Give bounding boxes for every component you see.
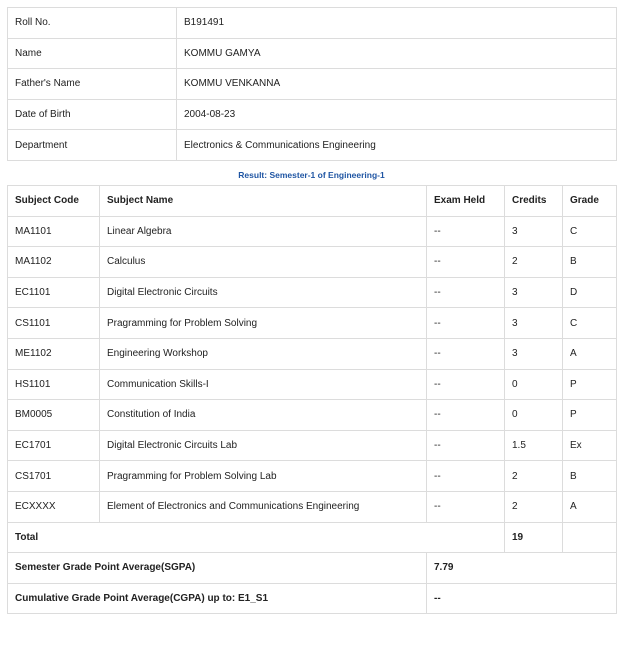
exam-held: -- bbox=[427, 308, 505, 339]
credits: 3 bbox=[505, 308, 563, 339]
subject-code: EC1101 bbox=[8, 277, 100, 308]
result-caption: Result: Semester-1 of Engineering-1 bbox=[238, 170, 385, 180]
credits: 2 bbox=[505, 247, 563, 278]
subject-name: Constitution of India bbox=[100, 400, 427, 431]
subject-code: CS1101 bbox=[8, 308, 100, 339]
info-row-fathers-name bbox=[8, 69, 617, 100]
credits: 2 bbox=[505, 461, 563, 492]
total-label: Total bbox=[8, 522, 505, 553]
subject-code: ME1102 bbox=[8, 338, 100, 369]
info-row-roll-no bbox=[8, 8, 617, 39]
exam-held: -- bbox=[427, 216, 505, 247]
exam-held: -- bbox=[427, 430, 505, 461]
info-value: KOMMU GAMYA bbox=[177, 38, 617, 69]
credits: 2 bbox=[505, 491, 563, 522]
grade: D bbox=[563, 277, 617, 308]
grades-table bbox=[7, 185, 617, 614]
subject-code: BM0005 bbox=[8, 400, 100, 431]
sgpa-value: 7.79 bbox=[427, 553, 617, 584]
header-subject-name: Subject Name bbox=[100, 186, 427, 217]
subject-name: Digital Electronic Circuits Lab bbox=[100, 430, 427, 461]
info-row-department bbox=[8, 130, 617, 161]
subject-code: MA1101 bbox=[8, 216, 100, 247]
subject-name: Communication Skills-I bbox=[100, 369, 427, 400]
subject-name: Digital Electronic Circuits bbox=[100, 277, 427, 308]
grade: C bbox=[563, 308, 617, 339]
grade: B bbox=[563, 461, 617, 492]
grade: B bbox=[563, 247, 617, 278]
table-row bbox=[8, 308, 617, 339]
subject-code: CS1701 bbox=[8, 461, 100, 492]
table-row bbox=[8, 277, 617, 308]
cgpa-row bbox=[8, 583, 617, 614]
exam-held: -- bbox=[427, 277, 505, 308]
info-row-name bbox=[8, 38, 617, 69]
info-label: Father's Name bbox=[8, 69, 177, 100]
table-row bbox=[8, 400, 617, 431]
subject-name: Engineering Workshop bbox=[100, 338, 427, 369]
subject-name: Pragramming for Problem Solving bbox=[100, 308, 427, 339]
subject-name: Linear Algebra bbox=[100, 216, 427, 247]
info-value: 2004-08-23 bbox=[177, 99, 617, 130]
subject-name: Calculus bbox=[100, 247, 427, 278]
table-row bbox=[8, 491, 617, 522]
exam-held: -- bbox=[427, 491, 505, 522]
cgpa-value: -- bbox=[427, 583, 617, 614]
grades-header-row bbox=[8, 186, 617, 217]
subject-code: HS1101 bbox=[8, 369, 100, 400]
subject-code: EC1701 bbox=[8, 430, 100, 461]
info-label: Date of Birth bbox=[8, 99, 177, 130]
sgpa-label: Semester Grade Point Average(SGPA) bbox=[8, 553, 427, 584]
info-value: B191491 bbox=[177, 8, 617, 39]
grade: A bbox=[563, 491, 617, 522]
info-label: Department bbox=[8, 130, 177, 161]
grade: P bbox=[563, 369, 617, 400]
table-row bbox=[8, 247, 617, 278]
header-exam-held: Exam Held bbox=[427, 186, 505, 217]
exam-held: -- bbox=[427, 461, 505, 492]
table-row bbox=[8, 216, 617, 247]
grade: P bbox=[563, 400, 617, 431]
credits: 1.5 bbox=[505, 430, 563, 461]
table-row bbox=[8, 369, 617, 400]
total-row bbox=[8, 522, 617, 553]
exam-held: -- bbox=[427, 400, 505, 431]
table-row bbox=[8, 430, 617, 461]
credits: 3 bbox=[505, 277, 563, 308]
exam-held: -- bbox=[427, 338, 505, 369]
cgpa-label: Cumulative Grade Point Average(CGPA) up to: E1_S1 bbox=[8, 583, 427, 614]
info-value: Electronics & Communications Engineering bbox=[177, 130, 617, 161]
exam-held: -- bbox=[427, 247, 505, 278]
student-info-table bbox=[7, 7, 617, 161]
subject-code: ECXXXX bbox=[8, 491, 100, 522]
subject-name: Element of Electronics and Communications Engineering bbox=[100, 491, 427, 522]
table-row bbox=[8, 461, 617, 492]
credits: 3 bbox=[505, 338, 563, 369]
subject-code: MA1102 bbox=[8, 247, 100, 278]
credits: 3 bbox=[505, 216, 563, 247]
info-value: KOMMU VENKANNA bbox=[177, 69, 617, 100]
sgpa-row bbox=[8, 553, 617, 584]
grade: Ex bbox=[563, 430, 617, 461]
total-credits: 19 bbox=[505, 522, 563, 553]
info-row-date-of-birth bbox=[8, 99, 617, 130]
header-credits: Credits bbox=[505, 186, 563, 217]
subject-name: Pragramming for Problem Solving Lab bbox=[100, 461, 427, 492]
header-subject-code: Subject Code bbox=[8, 186, 100, 217]
grade: C bbox=[563, 216, 617, 247]
credits: 0 bbox=[505, 369, 563, 400]
info-label: Name bbox=[8, 38, 177, 69]
grade: A bbox=[563, 338, 617, 369]
exam-held: -- bbox=[427, 369, 505, 400]
table-row bbox=[8, 338, 617, 369]
header-grade: Grade bbox=[563, 186, 617, 217]
info-label: Roll No. bbox=[8, 8, 177, 39]
credits: 0 bbox=[505, 400, 563, 431]
total-grade-empty bbox=[563, 522, 617, 553]
